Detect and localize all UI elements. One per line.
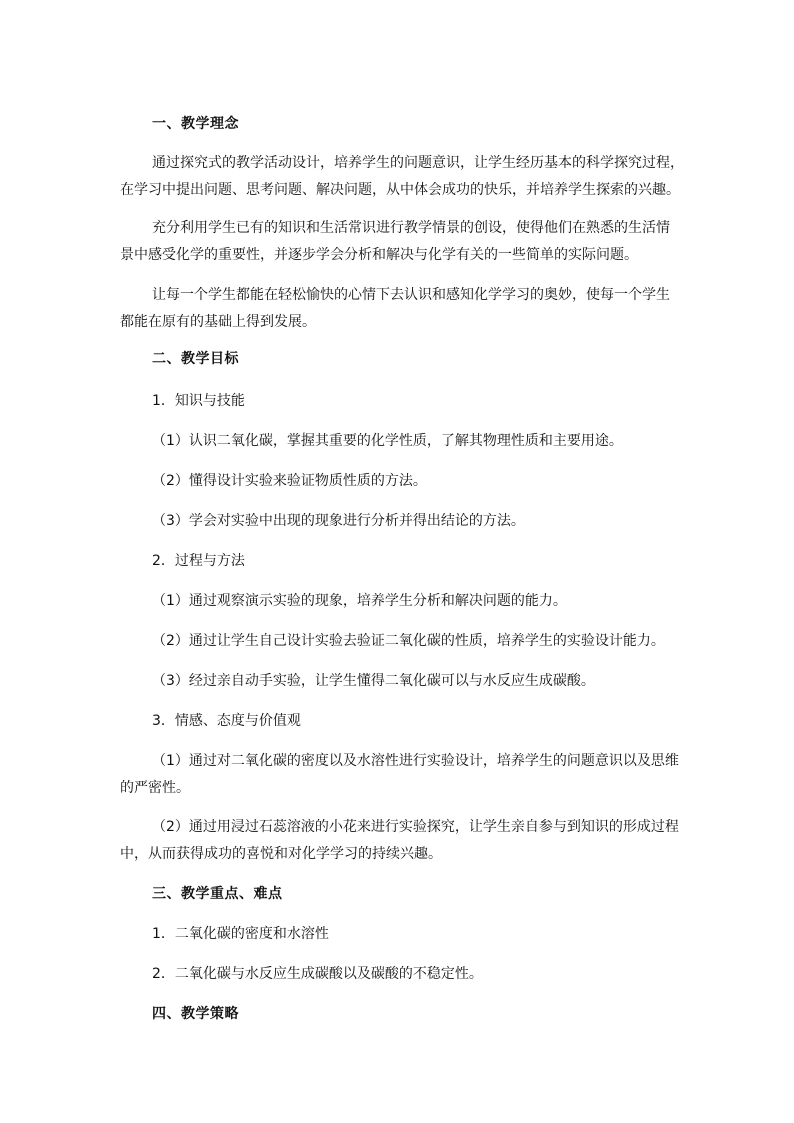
paragraph-line: 都能在原有的基础上得到发展。	[120, 314, 316, 330]
list-item: 1．二氧化碳的密度和水溶性	[152, 926, 329, 942]
subheading: 1．知识与技能	[152, 393, 245, 409]
list-item-continuation: 中，从而获得成功的喜悦和对化学学习的持续兴趣。	[120, 846, 442, 862]
subheading: 3．情感、态度与价值观	[152, 713, 301, 729]
list-item-continuation: 的严密性。	[120, 780, 190, 796]
list-item: （2）通过用浸过石蕊溶液的小花来进行实验探究，让学生亲自参与到知识的形成过程	[152, 819, 679, 835]
paragraph-line: 通过探究式的教学活动设计，培养学生的问题意识，让学生经历基本的科学探究过程，	[152, 155, 684, 171]
section-heading-teaching-strategy: 四、教学策略	[152, 1006, 239, 1022]
paragraph-line: 充分利用学生已有的知识和生活常识进行教学情景的创设，使得他们在熟悉的生活情	[152, 220, 670, 236]
section-heading-teaching-objectives: 二、教学目标	[152, 351, 239, 367]
section-heading-key-points: 三、教学重点、难点	[152, 886, 283, 902]
list-item: （2）通过让学生自己设计实验去验证二氧化碳的性质，培养学生的实验设计能力。	[152, 633, 665, 649]
paragraph-line: 景中感受化学的重要性，并逐步学会分析和解决与化学有关的一些简单的实际问题。	[120, 247, 638, 263]
list-item: （1）通过对二氧化碳的密度以及水溶性进行实验设计，培养学生的问题意识以及思维	[152, 753, 679, 769]
list-item: （3）经过亲自动手实验，让学生懂得二氧化碳可以与水反应生成碳酸。	[152, 673, 595, 689]
paragraph-line: 在学习中提出问题、思考问题、解决问题，从中体会成功的快乐，并培养学生探索的兴趣。	[120, 182, 680, 198]
list-item: （1）通过观察演示实验的现象，培养学生分析和解决问题的能力。	[152, 593, 567, 609]
section-heading-teaching-philosophy: 一、教学理念	[152, 116, 239, 132]
list-item: 2．二氧化碳与水反应生成碳酸以及碳酸的不稳定性。	[152, 966, 483, 982]
paragraph-line: 让每一个学生都能在轻松愉快的心情下去认识和感知化学学习的奥妙，使每一个学生	[152, 287, 670, 303]
list-item: （3）学会对实验中出现的现象进行分析并得出结论的方法。	[152, 513, 525, 529]
list-item: （2）懂得设计实验来验证物质性质的方法。	[152, 473, 427, 489]
subheading: 2．过程与方法	[152, 553, 245, 569]
list-item: （1）认识二氧化碳，掌握其重要的化学性质，了解其物理性质和主要用途。	[152, 433, 623, 449]
